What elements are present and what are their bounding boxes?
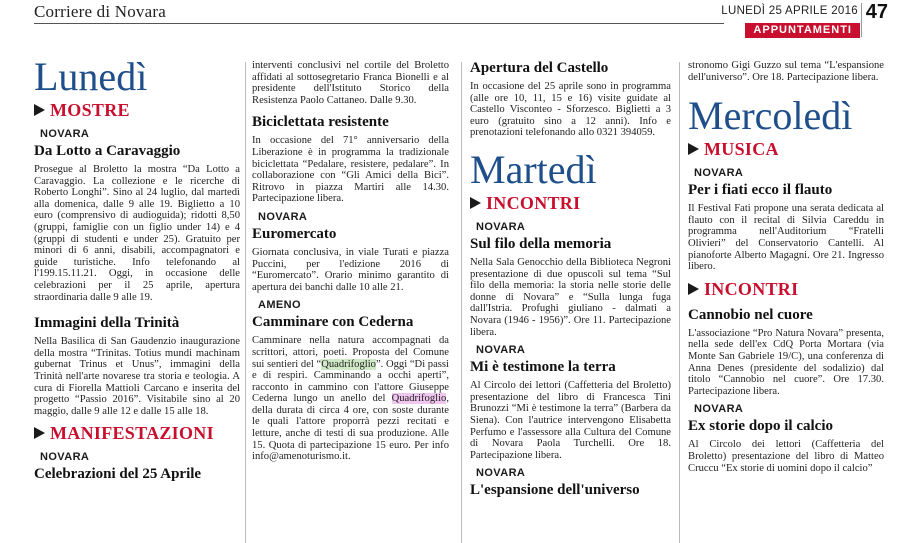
masthead-rule [34,23,724,24]
category-incontri [688,279,884,299]
article-location: NOVARA [476,467,526,480]
category-label: INCONTRI [704,278,799,299]
triangle-arrow-icon [34,104,45,116]
article-headline: Sul filo della memoria [470,235,612,252]
body-text: , della durata di circa 4 ore, con soste durante le quali l'attore proporrà pezzi recitati e letture, anche di testi di sua produzione. Alle 15. Quota di partecipazione 15 euro. Per info info@amenoturismo.it. [252,393,449,463]
category-mostre [34,100,240,120]
article-body: Nella Sala Genocchio della Biblioteca Negroni presentazione di due opuscoli sul tema “Sul filo della memoria: la storia nelle storie delle donne di Novara” e “Sulla lunga fuga dall'Istria. Profughi giuliano - dalmati a Novara (1946 - 1956)”. Ore 11. Partecipazione libera. [470,256,671,338]
day-title-wednesday: Mercoledì [688,93,853,139]
article-location: NOVARA [694,403,744,416]
column-wednesday [688,60,884,543]
article-location: NOVARA [476,220,526,233]
article-body: L'associazione “Pro Natura Novara” presenta, nella sede dell'ex CdQ Porta Mortara (via Monte San Gabriele 19/C), una conferenza di Anna Denes (presidente del sodalizio) dal titolo “Cannobio nel cuore”. Ore 17.30. Partecipazione libera. [688,327,884,397]
issue-date: LUNEDÌ 25 APRILE 2016 [721,5,858,17]
triangle-arrow-icon [34,427,45,439]
article-headline: Apertura del Castello [470,60,609,76]
category-musica [688,139,884,159]
article-headline: Celebrazioni del 25 Aprile [34,466,202,483]
article-headline: Per i fiati ecco il flauto [688,182,833,199]
article-location: NOVARA [258,210,308,223]
body-text: ”. Oggi “Di passi e di respiri. Camminando a occhi aperti”, racconto in cammino con l'attore Giuseppe Cederna lungo un anello del [252,358,449,405]
article-headline: Immagini della Trinità [34,315,180,332]
day-title-monday: Lunedì [34,56,148,99]
article-body: Prosegue al Broletto la mostra “Da Lotto a Caravaggio. La collezione e le ricerche di Roberto Longhi”. Sino al 24 luglio, dal martedì alla domenica, dalle 9 alle 19. Biglietto a 10 euro (comprensivo di audioguida); ridotti 8,50 (gruppi, famiglie con un figlio under 14) e 4 (gruppi di studenti e under 25). Gratuito per minori di 6 anni, disabili, accompagnatori e guide turistiche. Info telefonando al l'199.15.11.21. Oggi, in occasione delle celebrazioni per il 25 aprile, apertura straordinaria dalle 9 alle 19. [34,164,240,303]
article-location: NOVARA [40,128,90,140]
column-2 [252,60,449,543]
column-tuesday [470,60,671,543]
column-divider [461,62,462,543]
category-label: INCONTRI [486,192,581,213]
newspaper-title: Corriere di Novara [34,2,166,21]
category-incontri [470,193,671,213]
category-label: MOSTRE [50,100,130,120]
page-number-divider [861,3,862,37]
triangle-arrow-icon [688,143,699,155]
column-monday [34,56,240,543]
article-body: Al Circolo dei lettori (Caffetteria del Broletto) presentazione del libro di Francesca Tini Brunozzi “Mi è testimone la terra” (Barbera da Siena). Con l'autrice intervengono Elisabetta Perfumo e l'assessore alla Cultura del Comune di Novara Paola Turchelli. Ore 18. Partecipazione libera. [470,380,671,461]
article-headline: Cannobio nel cuore [688,306,813,323]
masthead [0,0,904,40]
article-headline: Da Lotto a Caravaggio [34,143,181,159]
article-location: NOVARA [40,451,90,464]
highlighted-term: Quadrifoglio [391,393,447,405]
article-headline: L'espansione dell'universo [470,482,640,499]
article-body: In occasione del 71° anniversario della Liberazione è in programma la tradizionale biciclettata “Pedalare, resistere, pedalare”. In collaborazione con “Gli Amici della Bici”. Ritrovo in piazza Martiri alle 14.30. Partecipazione libera. [252,135,449,205]
article-headline: Mi è testimone la terra [470,359,616,376]
highlighted-term: Quadrifoglio [321,358,376,370]
body-text: Camminare nella natura accompagnati da scrittori, attori, poeti. Proposta del Comune sui sentieri del “ [252,335,449,370]
category-label: MANIFESTAZIONI [50,423,214,444]
column-divider [679,62,680,543]
article-headline: Biciclettata resistente [252,114,389,131]
article-headline: Ex storie dopo il calcio [688,418,833,435]
article-body-continued: stronomo Gigi Guzzo sul tema “L'espansione dell'universo”. Ore 18. Partecipazione libera. [688,60,884,83]
article-headline: Camminare con Cederna [252,314,414,331]
column-divider [245,62,246,543]
article-location: AMENO [258,299,301,312]
article-body: Al Circolo dei lettori (Caffetteria del Broletto) presentazione del libro di Matteo Cruccu “Ex storie di uomini dopo il calcio” [688,439,884,474]
article-body: Nella Basilica di San Gaudenzio inaugurazione della mostra “Trinitas. Totius mundi machinam gubernat Trinus et Unus”, immagini della Trinità nell'arte novarese tra storia e teologia. A cura di Fiorella Mattioli Carcano e inserita del progetto “Passio 2016”. Visitabile sino al 20 maggio, dalle 9 alle 12 e dalle 15 alle 18. [34,336,240,417]
article-headline: Euromercato [252,225,337,242]
article-location: NOVARA [694,167,744,180]
section-banner: APPUNTAMENTI [745,23,860,38]
page-number: 47 [865,1,888,23]
article-body: In occasione del 25 aprile sono in programma (alle ore 10, 11, 15 e 16) visite guidate al Castello Visconteo - Sforzesco. Biglietti a 3 euro (gratuito sino a 12 anni). Info e prenotazioni telefonando allo 0321 394059. [470,81,671,139]
category-label: MUSICA [704,139,779,160]
article-location: NOVARA [476,344,526,357]
triangle-arrow-icon [470,197,481,209]
article-body-continued: interventi conclusivi nel cortile del Broletto affidati al sottosegretario Franca Bionelli e al presidente dell'Istituto Storico della Resistenza Paolo Cattaneo. Dalle 9.30. [252,60,449,106]
triangle-arrow-icon [688,283,699,295]
article-body [252,335,449,463]
article-body: Giornata conclusiva, in viale Turati e piazza Puccini, per l'edizione 2016 di “Euromercato”. Orario minimo garantito di apertura dei banchi dalle 10 alle 21. [252,246,449,293]
category-manifestazioni [34,423,240,443]
day-title-tuesday: Martedì [470,146,597,192]
article-body: Il Festival Fati propone una serata dedicata al flauto con il recital di Silvia Careddu in programma nell'Auditorium “Fratelli Olivieri” del Conservatorio Cantelli. Al pianoforte Alberto Magagni. Ore 21. Ingresso libero. [688,203,884,273]
